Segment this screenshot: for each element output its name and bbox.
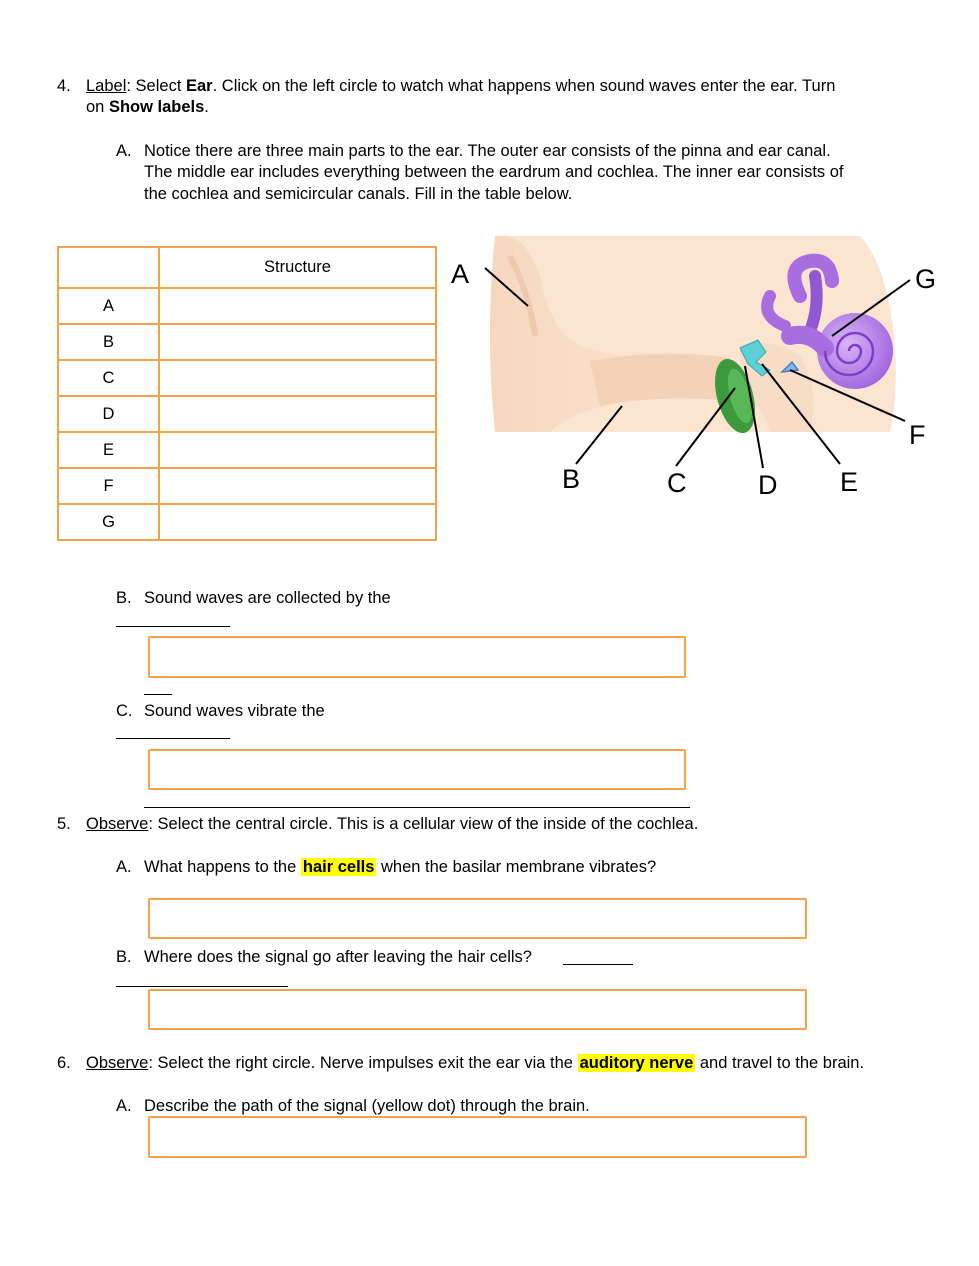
table-header-empty: [58, 247, 159, 288]
q4a-letter: A.: [116, 142, 132, 160]
ear-diagram: [440, 236, 940, 506]
diagram-label-g: G: [915, 264, 937, 294]
q4-line1-pre: : Select: [126, 77, 186, 95]
q4-label: Label: [86, 77, 127, 95]
structure-cell-e[interactable]: [159, 432, 436, 468]
q6-post: and travel to the brain.: [699, 1054, 865, 1072]
q6a-answer-box[interactable]: [148, 1116, 807, 1158]
q4a-line2: The middle ear includes everything between the eardrum and cochlea. The inner ear consists of: [144, 163, 844, 181]
diagram-label-a: A: [451, 259, 470, 289]
table-header-row: [58, 247, 436, 288]
q6a-letter: A.: [116, 1097, 132, 1115]
q4b-letter: B.: [116, 589, 132, 607]
q4a-line3: the cochlea and semicircular canals. Fill in the table below.: [144, 185, 573, 203]
q4c-text: Sound waves vibrate the: [144, 702, 325, 720]
q5-line: [86, 815, 698, 834]
semicircular-canal-3: [810, 276, 817, 331]
diagram-label-f: F: [909, 420, 926, 450]
q4b-text: Sound waves are collected by the: [144, 589, 391, 607]
q4c-letter: C.: [116, 702, 133, 720]
q4-number: 4.: [57, 77, 71, 95]
q4-line2-pre: on: [86, 98, 109, 116]
q4-line1-bold: Ear: [186, 77, 213, 95]
row-letter: B: [58, 324, 159, 360]
table-row: [58, 288, 436, 324]
row-letter: C: [58, 360, 159, 396]
answer-line: [116, 738, 230, 739]
q4-line1-post: . Click on the left circle to watch what happens when sound waves enter the ear. Turn: [212, 77, 836, 95]
q4-line2-post: .: [204, 98, 209, 116]
ear-canal: [590, 354, 735, 406]
table-row: [58, 360, 436, 396]
answer-line: [563, 964, 633, 965]
structure-cell-f[interactable]: [159, 468, 436, 504]
structure-cell-c[interactable]: [159, 360, 436, 396]
table-row: [58, 432, 436, 468]
q4-line1: [86, 77, 835, 96]
q6-line: [86, 1054, 864, 1073]
q5-label: Observe: [86, 815, 149, 833]
q6-pre: : Select the right circle. Nerve impulses exit the ear via the: [148, 1054, 573, 1072]
table-header-structure: Structure: [159, 247, 436, 288]
structure-cell-b[interactable]: [159, 324, 436, 360]
structure-cell-d[interactable]: [159, 396, 436, 432]
q5b-text: Where does the signal go after leaving the hair cells?: [144, 948, 532, 966]
q6-label: Observe: [86, 1054, 149, 1072]
diagram-label-d: D: [758, 470, 778, 500]
q5a-post: when the basilar membrane vibrates?: [381, 858, 657, 876]
structure-cell-a[interactable]: [159, 288, 436, 324]
table-row: [58, 504, 436, 540]
answer-line: [116, 626, 230, 627]
q6-number: 6.: [57, 1054, 71, 1072]
q5-text: : Select the central circle. This is a cellular view of the inside of the cochlea.: [148, 815, 699, 833]
structure-table: [57, 246, 437, 541]
diagram-label-e: E: [840, 467, 859, 497]
q4-line2: [86, 98, 209, 117]
row-letter: G: [58, 504, 159, 540]
answer-line: [116, 986, 288, 987]
q6a-text: Describe the path of the signal (yellow dot) through the brain.: [144, 1097, 590, 1115]
q5a-pre: What happens to the: [144, 858, 297, 876]
table-row: [58, 468, 436, 504]
answer-line: [144, 694, 172, 695]
q4-line2-bold: Show labels: [108, 98, 205, 116]
q5a-line: [144, 858, 656, 877]
row-letter: D: [58, 396, 159, 432]
table-row: [58, 396, 436, 432]
q4b-answer-box[interactable]: [148, 636, 686, 678]
diagram-label-c: C: [667, 468, 687, 498]
q5a-answer-box[interactable]: [148, 898, 807, 939]
table-row: [58, 324, 436, 360]
q4c-answer-box[interactable]: [148, 749, 686, 790]
q5a-letter: A.: [116, 858, 132, 876]
row-letter: A: [58, 288, 159, 324]
q5-number: 5.: [57, 815, 71, 833]
structure-cell-g[interactable]: [159, 504, 436, 540]
q5a-highlight: hair cells: [302, 858, 375, 876]
row-letter: E: [58, 432, 159, 468]
row-letter: F: [58, 468, 159, 504]
q6-highlight: auditory nerve: [579, 1054, 694, 1072]
q5b-answer-box[interactable]: [148, 989, 807, 1030]
q5b-letter: B.: [116, 948, 132, 966]
q4a-line1: Notice there are three main parts to the ear. The outer ear consists of the pinna and ear canal.: [144, 142, 831, 160]
diagram-label-b: B: [562, 464, 581, 494]
answer-line: [144, 807, 690, 808]
